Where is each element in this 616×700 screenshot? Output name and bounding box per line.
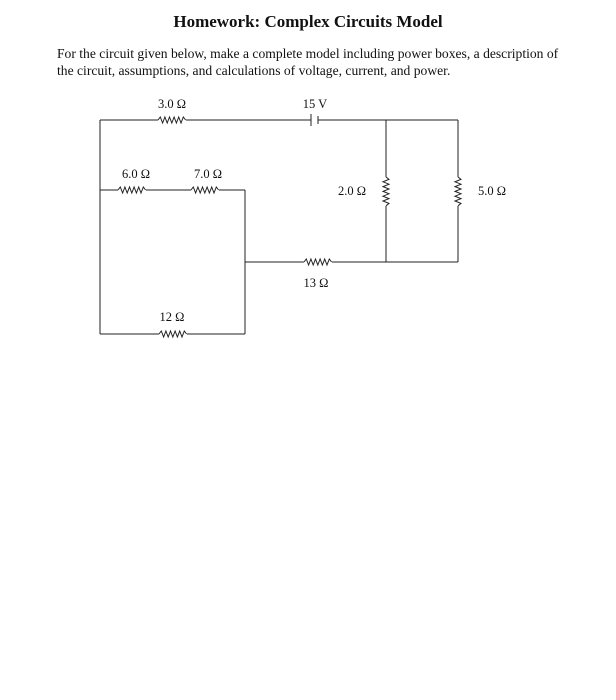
label-5-ohm: 2.0 Ω xyxy=(337,184,367,198)
label-3-ohm: 3.0 Ω xyxy=(157,97,187,111)
resistor-13-ohm xyxy=(304,259,332,265)
battery-15v xyxy=(311,114,318,126)
page-title: Homework: Complex Circuits Model xyxy=(173,12,443,31)
resistor-6-ohm xyxy=(118,187,146,193)
label-7-ohm: 5.0 Ω xyxy=(477,184,507,198)
problem-description: For the circuit given below, make a complete model including power boxes, a description of the circuit, assumptions, and calculations of voltage, current, and power. xyxy=(57,46,559,78)
label-15-volt: 15 V xyxy=(302,97,328,111)
resistor-5-ohm xyxy=(383,177,389,206)
label-2-ohm: 7.0 Ω xyxy=(193,167,223,181)
resistor-7-ohm xyxy=(455,177,461,206)
left-loop-wires xyxy=(100,120,245,334)
label-13-ohm: 13 Ω xyxy=(303,276,329,290)
label-6-ohm: 6.0 Ω xyxy=(121,167,151,181)
resistor-3-ohm xyxy=(158,117,186,123)
resistor-12-ohm xyxy=(159,331,187,337)
label-12-ohm: 12 Ω xyxy=(159,310,185,324)
resistor-2-ohm xyxy=(191,187,219,193)
